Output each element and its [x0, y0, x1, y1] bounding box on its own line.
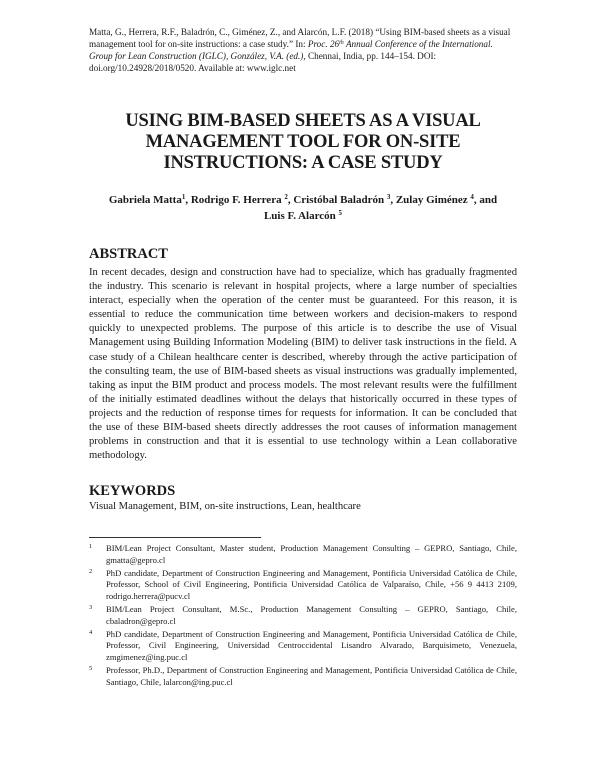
footnote	[89, 568, 517, 603]
footnote-text: Professor, Ph.D., Department of Construction Engineering and Management, Pontificia Universidad Católica de Chile, Santiago, Chile, lalarcon@ing.puc.cl	[106, 664, 517, 687]
abstract-heading: ABSTRACT	[89, 246, 168, 262]
author: Gabriela Matta$^1$,	[108, 193, 191, 206]
paper-title	[89, 111, 517, 174]
author: Rodrigo F. Herrera $^2$,	[190, 193, 294, 206]
citation-text-1: Matta, G., Herrera, R.F., Baladrón, C., Giménez, Z., and Alarcón, L.F. (2018) “Using BIM-based sheets as a visual management tool for on-site instructions: a case study.” In:	[89, 27, 511, 49]
footnote	[89, 604, 517, 627]
keywords-heading: KEYWORDS	[89, 483, 176, 499]
footnote-number: 5	[89, 664, 93, 672]
footnote-number: 3	[89, 603, 93, 611]
footnote	[89, 543, 517, 566]
footnote	[89, 629, 517, 664]
title-line: USING BIM-BASED SHEETS AS A VISUAL	[125, 111, 481, 131]
author: Zulay Giménez $^4$, and	[395, 193, 498, 206]
footnote-text: BIM/Lean Project Consultant, Master student, Production Management Consulting – GEPRO, Santiago, Chile, gmatta@gepro.cl	[106, 543, 517, 565]
keywords-body: Visual Management, BIM, on-site instructions, Lean, healthcare	[89, 501, 361, 512]
author: Cristóbal Baladrón $^3$,	[293, 193, 396, 206]
footnote-number: 4	[89, 628, 93, 636]
title-line: MANAGEMENT TOOL FOR ON-SITE	[145, 132, 461, 152]
footnote-number: 2	[89, 567, 93, 575]
citation-text-2: Chennai, India, pp. 144–154. DOI: doi.org/10.24928/2018/0520. Available at: www.iglc.net	[89, 51, 437, 73]
abstract-body: In recent decades, design and construction have had to specialize, which has gradually fragmented the industry. This scenario is relevant in hospital projects, where a large number of specialties interact, especially when the operation of the center must be guaranteed. For this reason, it is essential to reduce the communication time between workers and decision-makers to respond quickly to unexpected problems. The purpose of this article is to describe the use of Visual Management using Building Information Modeling (BIM) to deliver task instructions in the field. A case study of a Chilean healthcare center is described, whereby through the active participation of the consulting team, the use of BIM-based sheets as visual instructions was gradually implemented, taking as input the BIM product and process models. The most relevant results were the fulfillment of the initially estimated deadlines without the delays that historically occurred in these types of projects and the reduction of response times for requests for information. It can be concluded that the use of these BIM-based sheets directly addresses the root causes of information management problems in construction and that it is essential to use technology within a Lean collaborative methodology.	[89, 267, 517, 462]
author: Luis F. Alarcón $^5$	[263, 209, 343, 222]
citation-proceedings: Proc. 26th Annual Conference of the International. Group for Lean Construction (IGLC), González, V.A. (ed.),	[89, 39, 493, 61]
title-line: INSTRUCTIONS: A CASE STUDY	[163, 153, 443, 173]
citation-header	[89, 26, 517, 74]
footnote-text: PhD candidate, Department of Construction Engineering and Management, Pontificia Universidad Católica de Chile, Professor, Civil Engineering, Universidad Centroccidental Lisandro Alvarado, Barquisimeto, Venezuela, zmgimenez@ing.puc.cl	[106, 628, 517, 662]
footnote-text: BIM/Lean Project Consultant, M.Sc., Production Management Consulting – GEPRO, Santiago, Chile, cbaladron@gepro.cl	[106, 603, 517, 626]
footnote-divider	[89, 537, 261, 538]
footnote-number: 1	[89, 543, 93, 550]
footnotes	[89, 543, 517, 690]
author-list	[89, 192, 517, 224]
footnote-text: PhD candidate, Department of Construction Engineering and Management, Pontificia Universidad Católica de Chile, Professor, School of Civil Engineering, Pontificia Universidad Católica de Valparaíso, Chile, +56 9 4413 2109, rodrigo.herrera@pucv.cl	[106, 567, 517, 601]
footnote	[89, 665, 517, 688]
